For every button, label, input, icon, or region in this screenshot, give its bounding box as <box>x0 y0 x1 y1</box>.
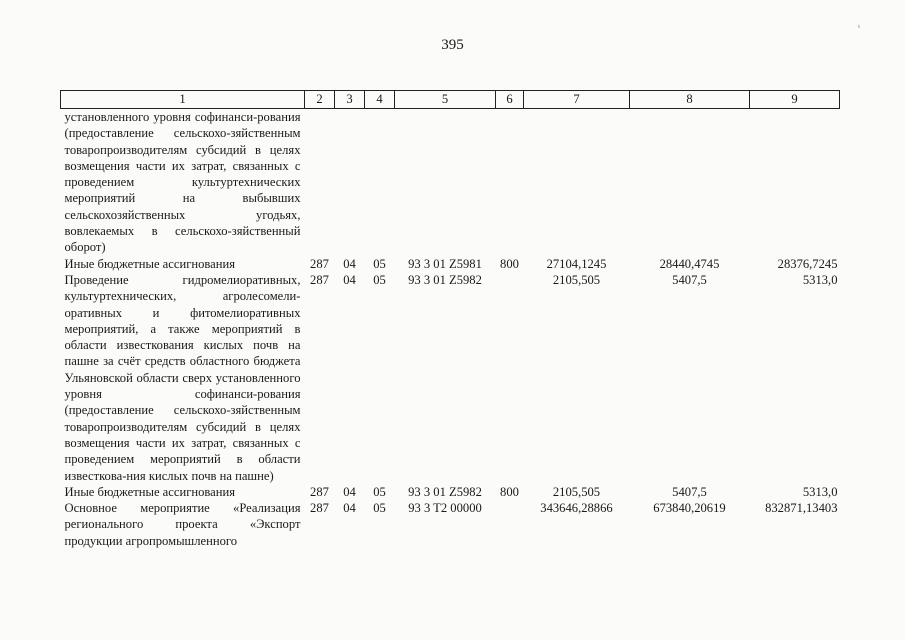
scan-mark: ᶥ <box>858 22 861 34</box>
row-c2 <box>305 109 335 256</box>
row-c5: 93 3 01 Z5981 <box>408 256 482 271</box>
row-c7: 2105,505 <box>552 484 601 499</box>
row-c2: 287 <box>310 501 329 516</box>
table-row <box>61 109 840 256</box>
row-c6 <box>496 109 524 256</box>
row-c3: 04 <box>343 272 356 287</box>
row-c8: 5407,5 <box>672 272 707 287</box>
row-c3: 04 <box>343 256 356 271</box>
row-c7: 343646,28866 <box>540 501 613 516</box>
header-col-8: 8 <box>630 91 750 109</box>
row-c9: 28376,7245 <box>777 256 838 271</box>
row-c2: 287 <box>310 272 329 287</box>
row-c4: 05 <box>373 501 386 516</box>
table-header <box>61 91 840 109</box>
header-col-1: 1 <box>61 91 305 109</box>
row-c3: 04 <box>343 484 356 499</box>
row-c5 <box>395 109 496 256</box>
row-c9: 5313,0 <box>802 484 838 499</box>
row-c5: 93 3 01 Z5982 <box>408 272 482 287</box>
row-c5: 93 3 T2 00000 <box>408 501 482 516</box>
row-name: Проведение гидромелиоративных, культуртехнических, агролесомели-оративных и фитомелиоративных мероприятий, а также мероприятий в области известкования кислых почв на пашне за счёт средств областного бюджета Ульяновской области сверх установленного уровня софинанси-рования (предоставление сельскохо-зяйственным товаропроизводителям субсидий в целях возмещения части их затрат, связанных с проведением мероприятий в области известкова-ния кислых почв на пашне) <box>64 272 301 483</box>
row-c7: 2105,505 <box>552 272 601 287</box>
row-name: Основное мероприятие «Реализация регионального проекта «Экспорт продукции агропромышленного <box>64 501 301 548</box>
table-row <box>61 484 840 500</box>
header-col-5: 5 <box>395 91 496 109</box>
row-c4 <box>365 109 395 256</box>
row-c8: 28440,4745 <box>659 256 720 271</box>
header-col-2: 2 <box>305 91 335 109</box>
row-c6 <box>496 500 524 549</box>
row-c2: 287 <box>310 484 329 499</box>
row-c4: 05 <box>373 256 386 271</box>
row-c7: 27104,1245 <box>546 256 607 271</box>
budget-table <box>60 90 840 549</box>
row-c6 <box>496 272 524 484</box>
row-c4: 05 <box>373 272 386 287</box>
row-name: Иные бюджетные ассигнования <box>64 484 236 499</box>
header-col-7: 7 <box>524 91 630 109</box>
header-col-6: 6 <box>496 91 524 109</box>
row-c8 <box>630 109 750 256</box>
table-row <box>61 500 840 549</box>
header-col-3: 3 <box>335 91 365 109</box>
row-c5: 93 3 01 Z5982 <box>408 484 482 499</box>
row-c2: 287 <box>310 256 329 271</box>
row-c9 <box>750 109 840 256</box>
header-col-9: 9 <box>750 91 840 109</box>
table-row <box>61 256 840 272</box>
table-body <box>61 109 840 550</box>
row-name: установленного уровня софинанси-рования (предоставление сельскохо-зяйственным товаропроизводителям субсидий в целях возмещения части их затрат, связанных с проведением культуртехнических мероприятий на выбывших сельскохозяйственных угодьях, вовлекаемых в сельскохо-зяйственный оборот) <box>64 110 301 255</box>
row-c3 <box>335 109 365 256</box>
row-c7 <box>524 109 630 256</box>
row-c4: 05 <box>373 484 386 499</box>
row-c3: 04 <box>343 501 356 516</box>
row-c8: 673840,20619 <box>653 501 726 516</box>
row-c9: 832871,13403 <box>765 501 838 516</box>
header-col-4: 4 <box>365 91 395 109</box>
row-name: Иные бюджетные ассигнования <box>64 256 236 271</box>
row-c6: 800 <box>500 484 519 499</box>
row-c6: 800 <box>500 256 519 271</box>
page-number: 395 <box>441 37 464 53</box>
table-row <box>61 272 840 484</box>
row-c9: 5313,0 <box>802 272 838 287</box>
row-c8: 5407,5 <box>672 484 707 499</box>
